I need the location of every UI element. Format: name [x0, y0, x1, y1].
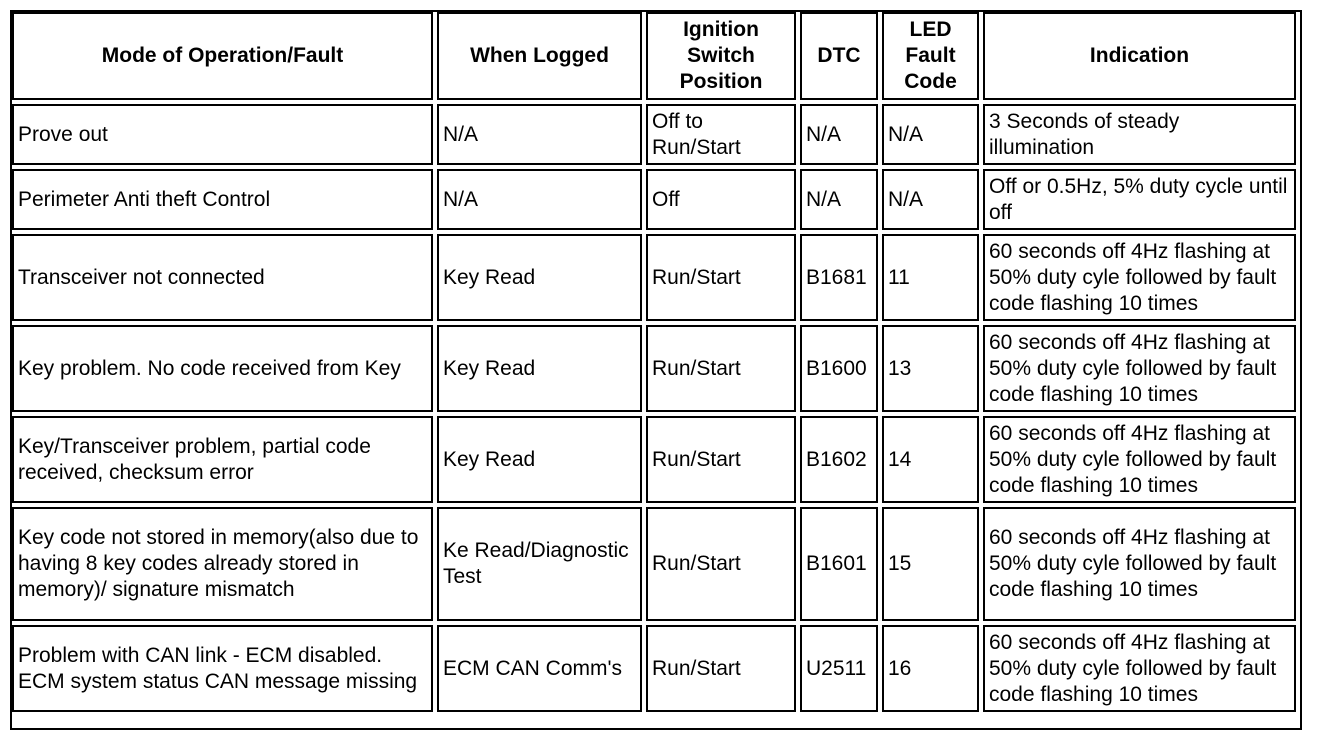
table-row — [12, 325, 1296, 412]
table-header-row — [12, 12, 1296, 100]
cell-dtc: B1681 — [800, 234, 878, 321]
header-when-logged: When Logged — [437, 12, 642, 100]
cell-when-logged: Key Read — [437, 325, 642, 412]
cell-ignition: Run/Start — [646, 625, 796, 712]
cell-dtc: N/A — [800, 169, 878, 230]
cell-mode: Problem with CAN link - ECM disabled. ECM system status CAN message missing — [12, 625, 433, 712]
cell-indication: 60 seconds off 4Hz flashing at 50% duty cyle followed by fault code flashing 10 times — [983, 625, 1296, 712]
cell-indication: 3 Seconds of steady illumination — [983, 104, 1296, 165]
cell-when-logged: Key Read — [437, 234, 642, 321]
cell-led: N/A — [882, 169, 979, 230]
header-led: LED Fault Code — [882, 12, 979, 100]
cell-dtc: B1602 — [800, 416, 878, 503]
cell-dtc: N/A — [800, 104, 878, 165]
cell-mode: Prove out — [12, 104, 433, 165]
cell-mode: Perimeter Anti theft Control — [12, 169, 433, 230]
cell-ignition: Off — [646, 169, 796, 230]
table-row — [12, 507, 1296, 621]
table-row — [12, 104, 1296, 165]
header-indication: Indication — [983, 12, 1296, 100]
table-row — [12, 234, 1296, 321]
cell-dtc: B1601 — [800, 507, 878, 621]
cell-when-logged: ECM CAN Comm's — [437, 625, 642, 712]
header-dtc: DTC — [800, 12, 878, 100]
table-row — [12, 169, 1296, 230]
cell-mode: Key code not stored in memory(also due to having 8 key codes already stored in memory)/ signature mismatch — [12, 507, 433, 621]
cell-when-logged: Ke Read/Diagnostic Test — [437, 507, 642, 621]
cell-led: N/A — [882, 104, 979, 165]
cell-ignition: Off to Run/Start — [646, 104, 796, 165]
cell-ignition: Run/Start — [646, 325, 796, 412]
cell-ignition: Run/Start — [646, 507, 796, 621]
cell-indication: 60 seconds off 4Hz flashing at 50% duty cyle followed by fault code flashing 10 times — [983, 416, 1296, 503]
cell-mode: Key problem. No code received from Key — [12, 325, 433, 412]
cell-mode: Transceiver not connected — [12, 234, 433, 321]
table-row — [12, 625, 1296, 712]
cell-led: 11 — [882, 234, 979, 321]
cell-ignition: Run/Start — [646, 416, 796, 503]
cell-dtc: U2511 — [800, 625, 878, 712]
cell-when-logged: N/A — [437, 169, 642, 230]
fault-table — [8, 8, 1300, 716]
cell-when-logged: Key Read — [437, 416, 642, 503]
cell-indication: 60 seconds off 4Hz flashing at 50% duty cyle followed by fault code flashing 10 times — [983, 234, 1296, 321]
cell-ignition: Run/Start — [646, 234, 796, 321]
table-row — [12, 416, 1296, 503]
header-ignition: Ignition Switch Position — [646, 12, 796, 100]
cell-mode: Key/Transceiver problem, partial code received, checksum error — [12, 416, 433, 503]
cell-indication: 60 seconds off 4Hz flashing at 50% duty cyle followed by fault code flashing 10 times — [983, 325, 1296, 412]
cell-led: 13 — [882, 325, 979, 412]
cell-led: 15 — [882, 507, 979, 621]
cell-led: 14 — [882, 416, 979, 503]
cell-dtc: B1600 — [800, 325, 878, 412]
header-mode: Mode of Operation/Fault — [12, 12, 433, 100]
cell-led: 16 — [882, 625, 979, 712]
cell-indication: 60 seconds off 4Hz flashing at 50% duty cyle followed by fault code flashing 10 times — [983, 507, 1296, 621]
cell-indication: Off or 0.5Hz, 5% duty cycle until off — [983, 169, 1296, 230]
cell-when-logged: N/A — [437, 104, 642, 165]
